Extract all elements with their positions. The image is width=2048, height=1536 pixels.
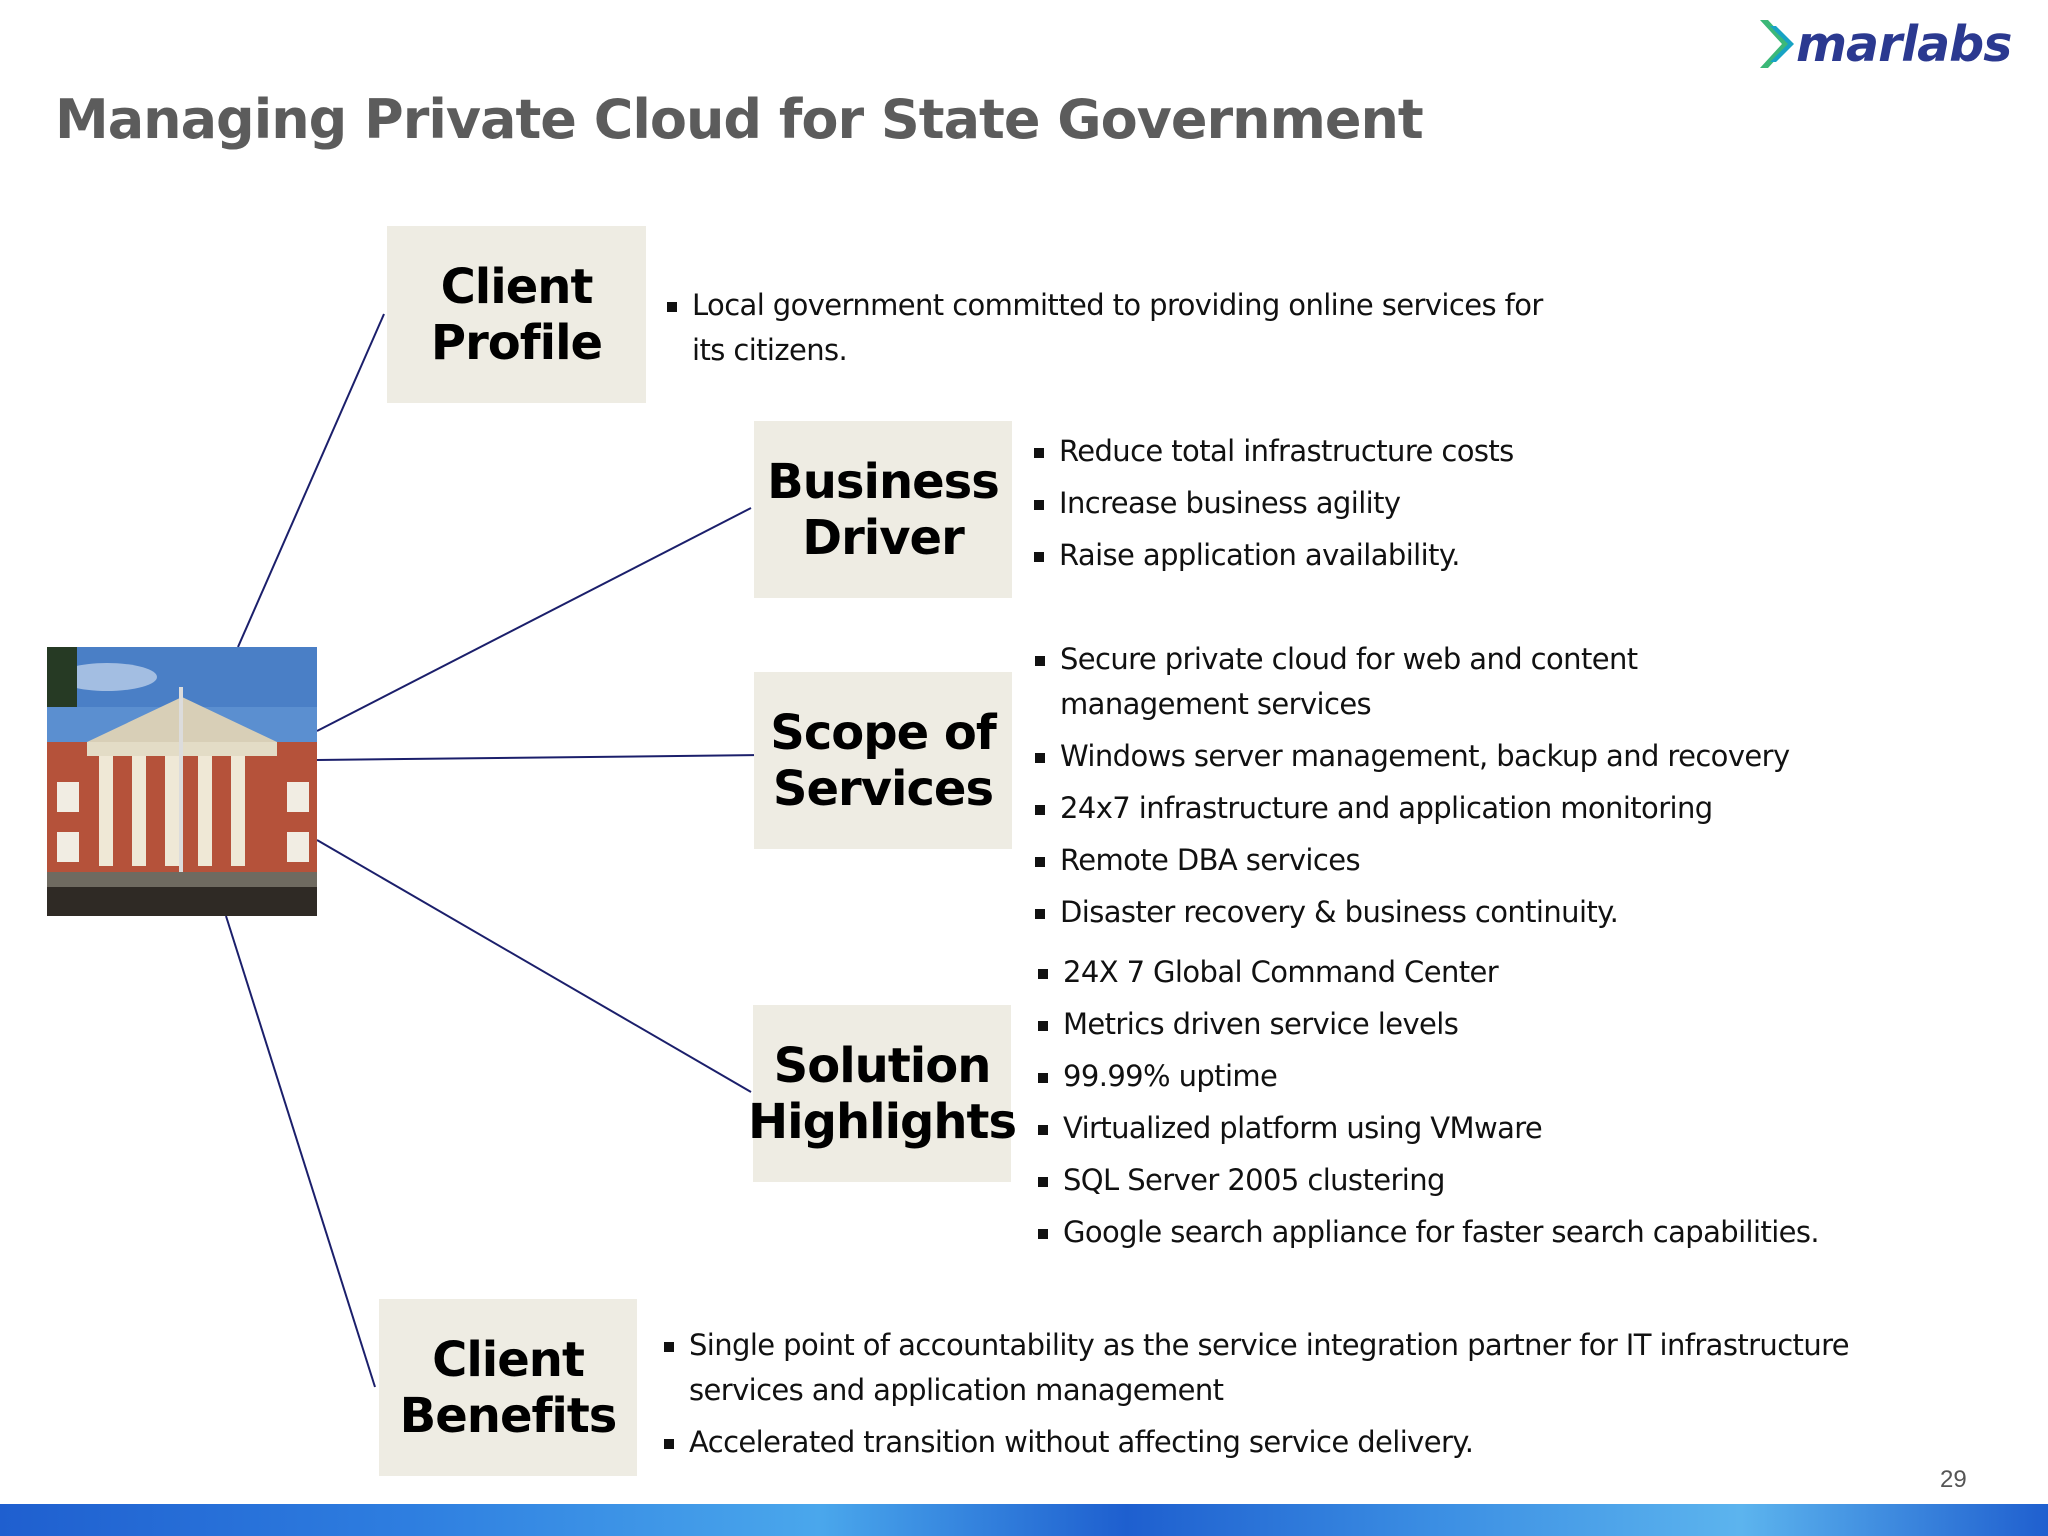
client-profile-box: Client Profile <box>387 226 646 403</box>
business-driver-box: Business Driver <box>754 421 1012 598</box>
connector-client-profile <box>238 314 384 647</box>
list-item: Google search appliance for faster search capabilities. <box>1038 1210 1938 1255</box>
list-item: SQL Server 2005 clustering <box>1038 1158 1938 1203</box>
scope-of-services-bullets <box>1035 637 1825 942</box>
scope-of-services-box: Scope of Services <box>754 672 1012 849</box>
client-profile-bullets <box>667 283 1577 380</box>
page-title: Managing Private Cloud for State Government <box>55 88 1423 151</box>
list-item: Raise application availability. <box>1034 533 1794 578</box>
list-item: 24X 7 Global Command Center <box>1038 950 1938 995</box>
list-item: 24x7 infrastructure and application monitoring <box>1035 786 1825 831</box>
client-benefits-box: Client Benefits <box>379 1299 637 1476</box>
connector-business-driver <box>317 508 751 731</box>
list-item: Secure private cloud for web and content management services <box>1035 637 1825 727</box>
logo-text: marlabs <box>1796 15 2012 73</box>
connector-client-benefits <box>226 916 375 1387</box>
list-item: Accelerated transition without affecting service delivery. <box>664 1420 1914 1465</box>
list-item: Disaster recovery & business continuity. <box>1035 890 1825 935</box>
list-item: Increase business agility <box>1034 481 1794 526</box>
solution-highlights-box: Solution Highlights <box>753 1005 1011 1182</box>
page-number: 29 <box>1940 1466 1967 1493</box>
client-benefits-bullets <box>664 1323 1914 1472</box>
footer-band <box>0 1504 2048 1536</box>
list-item: Local government committed to providing online services for its citizens. <box>667 283 1577 373</box>
business-driver-bullets <box>1034 429 1794 585</box>
list-item: Virtualized platform using VMware <box>1038 1106 1938 1151</box>
connector-scope-of-services <box>317 755 765 760</box>
list-item: 99.99% uptime <box>1038 1054 1938 1099</box>
list-item: Remote DBA services <box>1035 838 1825 883</box>
connector-solution-highlights <box>317 840 751 1092</box>
list-item: Single point of accountability as the service integration partner for IT infrastructure services and application management <box>664 1323 1914 1413</box>
list-item: Reduce total infrastructure costs <box>1034 429 1794 474</box>
solution-highlights-bullets <box>1038 950 1938 1262</box>
list-item: Metrics driven service levels <box>1038 1002 1938 1047</box>
list-item: Windows server management, backup and recovery <box>1035 734 1825 779</box>
government-building-photo <box>47 647 317 916</box>
